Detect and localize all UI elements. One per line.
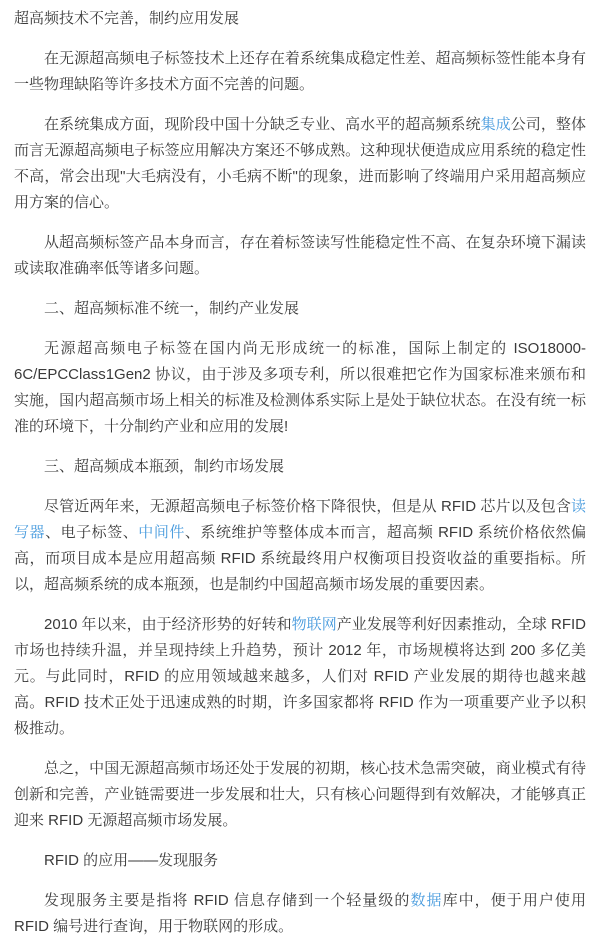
paragraph-summary	[14, 756, 586, 834]
section-heading-standards	[14, 296, 586, 322]
text-run: 总之，中国无源超高频市场还处于发展的初期，核心技术急需突破，商业模式有待创新和完善，产业链需要进一步发展和壮大，只有核心问题得到有效解决，才能够真正迎来 RFID 无源超高频市场发展。	[14, 760, 586, 829]
paragraph-standards	[14, 336, 586, 440]
text-run: 从超高频标签产品本身而言，存在着标签读写性能稳定性不高、在复杂环境下漏读或读取准确率低等诸多问题。	[14, 234, 586, 277]
text-run: 三、超高频成本瓶颈，制约市场发展	[44, 458, 285, 475]
text-run: RFID 的应用——发现服务	[44, 852, 219, 869]
inline-link[interactable]: 集成	[480, 116, 511, 133]
paragraph-discovery-service	[14, 888, 586, 940]
article-body	[14, 6, 586, 940]
text-run: 公司，整体而言无源超高频电子标签应用解决方案还不够成熟。这种现状便造成应用系统的稳定性不高，常会出现"大毛病没有，小毛病不断"的现象，进而影响了终端用户采用超高频应用方案的信心。	[14, 116, 586, 211]
inline-link[interactable]: 中间件	[138, 524, 185, 541]
text-run: 超高频技术不完善，制约应用发展	[14, 10, 240, 27]
paragraph-market-2010	[14, 612, 586, 742]
text-run: 无源超高频电子标签在国内尚无形成统一的标准，国际上制定的 ISO18000-6C/EPCClass1Gen2 协议，由于涉及多项专利，所以很难把它作为国家标准来颁布和实施，国内超高频市场上相关的标准及检测体系实际上是处于缺位状态。在没有统一标准的环境下，十分制约产业和应用的发展!	[14, 340, 586, 435]
paragraph-tech-defects	[14, 46, 586, 98]
paragraph-cost	[14, 494, 586, 598]
paragraph-tag-products	[14, 230, 586, 282]
text-run: 在系统集成方面，现阶段中国十分缺乏专业、高水平的超高频系统	[44, 116, 481, 133]
section-heading-cost	[14, 454, 586, 480]
inline-link[interactable]: 数据	[410, 892, 443, 909]
section-heading-discovery-service	[14, 848, 586, 874]
text-run: 发现服务主要是指将 RFID 信息存储到一个轻量级的	[44, 892, 411, 909]
inline-link[interactable]: 读写器	[14, 498, 586, 541]
text-run: 、电子标签、	[45, 524, 139, 541]
text-run: 库中，便于用户使用 RFID 编号进行查询，用于物联网的形成。	[14, 892, 586, 935]
text-run: 、系统维护等整体成本而言，超高频 RFID 系统价格依然偏高，而项目成本是应用超高频 RFID 系统最终用户权衡项目投资收益的重要指标。所以，超高频系统的成本瓶颈，也是制约中国超高频市场发展的重要因素。	[14, 524, 586, 593]
document-title	[14, 6, 586, 32]
text-run: 二、超高频标准不统一，制约产业发展	[44, 300, 300, 317]
paragraph-system-integration	[14, 112, 586, 216]
text-run: 2010 年以来，由于经济形势的好转和	[44, 616, 292, 633]
text-run: 产业发展等利好因素推动，全球 RFID 市场也持续升温，并呈现持续上升趋势，预计 2012 年，市场规模将达到 200 多亿美元。与此同时，RFID 的应用领域越来越多，人们对 RFID 产业发展的期待也越来越高。RFID 技术正处于迅速成熟的时期，许多国家都将 RFID 作为一项重要产业予以积极推动。	[14, 616, 586, 737]
text-run: 尽管近两年来，无源超高频电子标签价格下降很快，但是从 RFID 芯片以及包含	[44, 498, 571, 515]
text-run: 在无源超高频电子标签技术上还存在着系统集成稳定性差、超高频标签性能本身有一些物理缺陷等许多技术方面不完善的问题。	[14, 50, 586, 93]
inline-link[interactable]: 物联网	[291, 616, 337, 633]
